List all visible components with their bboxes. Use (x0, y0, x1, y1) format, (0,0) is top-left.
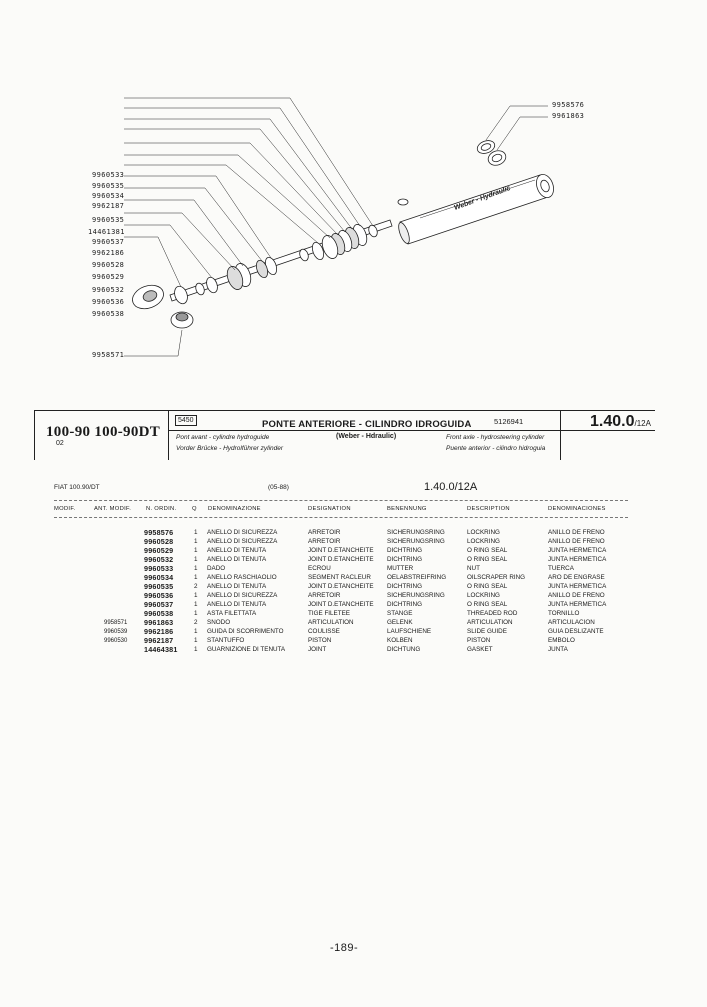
cell-part-number: 9960535 (144, 582, 174, 591)
model-subcode: 02 (56, 440, 64, 447)
cell-italian: ANELLO DI TENUTA (207, 556, 267, 563)
col-header-denominazione: DENOMINAZIONE (208, 506, 261, 512)
cell-quantity: 2 (194, 583, 198, 590)
left-part-code: 9960536 (92, 298, 125, 306)
cell-part-number: 9960537 (144, 600, 174, 609)
cell-german: SICHERUNGSRING (387, 529, 445, 536)
page-reference-suffix: /12A (634, 419, 651, 428)
cell-french: JOINT D.ETANCHEITE (308, 601, 374, 608)
cell-part-number: 9962187 (144, 636, 174, 645)
cell-french: JOINT D.ETANCHEITE (308, 547, 374, 554)
cell-part-number: 9960533 (144, 564, 174, 573)
cell-italian: GUIDA DI SCORRIMENTO (207, 628, 284, 635)
cell-quantity: 1 (194, 538, 198, 545)
cell-german: KOLBEN (387, 637, 413, 644)
cell-french: ARRETOIR (308, 529, 341, 536)
cell-german: DICHTRING (387, 601, 422, 608)
cylinder-label: Weber - Hydraulic (453, 184, 512, 212)
table-header-rule (54, 517, 628, 518)
page-number: -189- (330, 942, 359, 954)
left-part-code: 9960533 (92, 171, 125, 179)
cell-spanish: EMBOLO (548, 637, 575, 644)
exploded-diagram (0, 80, 707, 380)
cell-part-number: 9960532 (144, 555, 174, 564)
cell-spanish: JUNTA (548, 646, 568, 653)
cell-german: DICHTRING (387, 547, 422, 554)
cell-quantity: 1 (194, 610, 198, 617)
left-part-code: 9962187 (92, 202, 125, 210)
cell-english: LOCKRING (467, 592, 500, 599)
cell-english: LOCKRING (467, 529, 500, 536)
cell-italian: ANELLO DI TENUTA (207, 583, 267, 590)
col-header-q: Q (192, 506, 197, 512)
cell-quantity: 1 (194, 565, 198, 572)
cell-english: GASKET (467, 646, 493, 653)
col-header-ant-modif: ANT. MODIF. (94, 506, 132, 512)
subtitle-french: Pont avant - cylindre hydroguide (176, 434, 270, 441)
cell-english: O RING SEAL (467, 601, 508, 608)
page-reference (590, 413, 651, 431)
cell-french: JOINT (308, 646, 327, 653)
cell-french: TIGE FILETEE (308, 610, 350, 617)
cell-quantity: 1 (194, 547, 198, 554)
cell-italian: STANTUFFO (207, 637, 245, 644)
cell-french: ARRETOIR (308, 538, 341, 545)
cell-part-number: 14464381 (144, 645, 178, 654)
bleed-port (398, 199, 408, 205)
page-reference-main: 1.40.0 (590, 413, 635, 430)
cell-german: OELABSTREIFRING (387, 574, 447, 581)
cell-english: SLIDE GUIDE (467, 628, 507, 635)
right-part-code-2: 9961863 (552, 112, 585, 120)
cell-quantity: 1 (194, 637, 198, 644)
left-part-code: 9962186 (92, 249, 125, 257)
model-title: 100-90 100-90DT (46, 424, 161, 440)
left-part-code: 9960537 (92, 238, 125, 246)
left-part-code: 9960528 (92, 261, 125, 269)
cell-french: ARTICULATION (308, 619, 354, 626)
cell-spanish: ANILLO DE FRENO (548, 592, 605, 599)
section-ref: 5126941 (494, 417, 524, 426)
cell-part-number: 9960536 (144, 591, 174, 600)
cell-spanish: JUNTA HERMETICA (548, 556, 607, 563)
cell-italian: GUARNIZIONE DI TENUTA (207, 646, 286, 653)
bottom-part-code: 9958571 (92, 351, 125, 359)
cell-french: SEGMENT RACLEUR (308, 574, 371, 581)
subtitle-english: Front axle - hydrosteering cylinder (446, 434, 545, 441)
cell-part-number: 9960529 (144, 546, 174, 555)
left-part-code: 14461381 (88, 228, 125, 236)
cell-quantity: 1 (194, 529, 198, 536)
cell-german: LAUFSCHIENE (387, 628, 432, 635)
col-header-benennung: BENENNUNG (387, 506, 427, 512)
left-part-code: 9960532 (92, 286, 125, 294)
cell-english: O RING SEAL (467, 583, 508, 590)
cell-spanish: GUIA DESLIZANTE (548, 628, 604, 635)
cell-quantity: 1 (194, 574, 198, 581)
cell-english: OILSCRAPER RING (467, 574, 526, 581)
table-reference: 1.40.0/12A (424, 481, 478, 493)
cell-english: O RING SEAL (467, 547, 508, 554)
cell-part-number: 9960534 (144, 573, 174, 582)
subtitle-brand: (Weber - Hdraulic) (336, 433, 397, 440)
cell-english: PISTON (467, 637, 491, 644)
cell-quantity: 1 (194, 556, 198, 563)
right-part-code-1: 9958576 (552, 101, 585, 109)
cell-spanish: JUNTA HERMETICA (548, 601, 607, 608)
section-title: PONTE ANTERIORE - CILINDRO IDROGUIDA (262, 419, 472, 430)
cell-ant-modif: 9960530 (104, 638, 128, 644)
left-part-code: 9960538 (92, 310, 125, 318)
cell-quantity: 1 (194, 646, 198, 653)
cell-spanish: ARTICULACION (548, 619, 595, 626)
left-part-code: 9960535 (92, 182, 125, 190)
left-part-code: 9960535 (92, 216, 125, 224)
col-header-denominaciones: DENOMINACIONES (548, 506, 606, 512)
col-header-designation: DESIGNATION (308, 506, 351, 512)
cell-spanish: ARO DE ENGRASE (548, 574, 605, 581)
cell-italian: DADO (207, 565, 226, 572)
model-label: FIAT 100.90/DT (54, 484, 100, 491)
cell-italian: ANELLO RASCHIAOLIO (207, 574, 277, 581)
cell-german: MUTTER (387, 565, 414, 572)
cell-part-number: 9960538 (144, 609, 174, 618)
cell-french: COULISSE (308, 628, 340, 635)
cell-spanish: JUNTA HERMETICA (548, 547, 607, 554)
cylinder-body (400, 175, 548, 244)
cell-german: GELENK (387, 619, 413, 626)
cell-german: SICHERUNGSRING (387, 592, 445, 599)
cell-ant-modif: 9960539 (104, 629, 128, 635)
cell-quantity: 1 (194, 628, 198, 635)
title-block (34, 410, 655, 460)
cell-english: O RING SEAL (467, 556, 508, 563)
cell-part-number: 9958576 (144, 528, 174, 537)
cell-french: ARRETOIR (308, 592, 341, 599)
cell-italian: ANELLO DI TENUTA (207, 547, 267, 554)
cell-german: SICHERUNGSRING (387, 538, 445, 545)
cell-english: NUT (467, 565, 480, 572)
cell-italian: ANELLO DI TENUTA (207, 601, 267, 608)
cell-spanish: ANILLO DE FRENO (548, 538, 605, 545)
col-header-description: DESCRIPTION (467, 506, 510, 512)
cell-spanish: JUNTA HERMETICA (548, 583, 607, 590)
col-header-n-ordin: N. ORDIN. (146, 506, 177, 512)
cell-quantity: 2 (194, 619, 198, 626)
cell-german: DICHTRING (387, 556, 422, 563)
subtitle-spanish: Puente anterior - cilindro hidroguia (446, 445, 546, 452)
cell-quantity: 1 (194, 592, 198, 599)
cell-quantity: 1 (194, 601, 198, 608)
table-top-rule (54, 500, 628, 501)
cell-english: THREADED ROD (467, 610, 518, 617)
cell-italian: ANELLO DI SICUREZZA (207, 529, 278, 536)
cell-german: DICHTRING (387, 583, 422, 590)
cell-italian: ANELLO DI SICUREZZA (207, 592, 278, 599)
cell-german: STANGE (387, 610, 413, 617)
cell-part-number: 9960528 (144, 537, 174, 546)
cell-french: JOINT D.ETANCHEITE (308, 583, 374, 590)
group-code: 5450 (175, 415, 197, 426)
cell-french: PISTON (308, 637, 332, 644)
cell-italian: SNODO (207, 619, 231, 626)
left-part-code: 9960534 (92, 192, 125, 200)
cell-french: ECROU (308, 565, 331, 572)
cell-english: ARTICULATION (467, 619, 513, 626)
cell-part-number: 9961863 (144, 618, 174, 627)
cell-spanish: TORNILLO (548, 610, 580, 617)
cell-english: LOCKRING (467, 538, 500, 545)
cell-ant-modif: 9958571 (104, 620, 128, 626)
col-header-modif: MODIF. (54, 506, 76, 512)
cell-italian: ASTA FILETTATA (207, 610, 257, 617)
cell-part-number: 9962186 (144, 627, 174, 636)
cell-italian: ANELLO DI SICUREZZA (207, 538, 278, 545)
cell-spanish: TUERCA (548, 565, 574, 572)
left-part-code: 9960529 (92, 273, 125, 281)
date-label: (05-88) (268, 484, 289, 491)
subtitle-german: Vorder Brücke - Hydrolführer zylinder (176, 445, 284, 452)
cell-spanish: ANILLO DE FRENO (548, 529, 605, 536)
cell-german: DICHTUNG (387, 646, 421, 653)
cell-french: JOINT D.ETANCHEITE (308, 556, 374, 563)
